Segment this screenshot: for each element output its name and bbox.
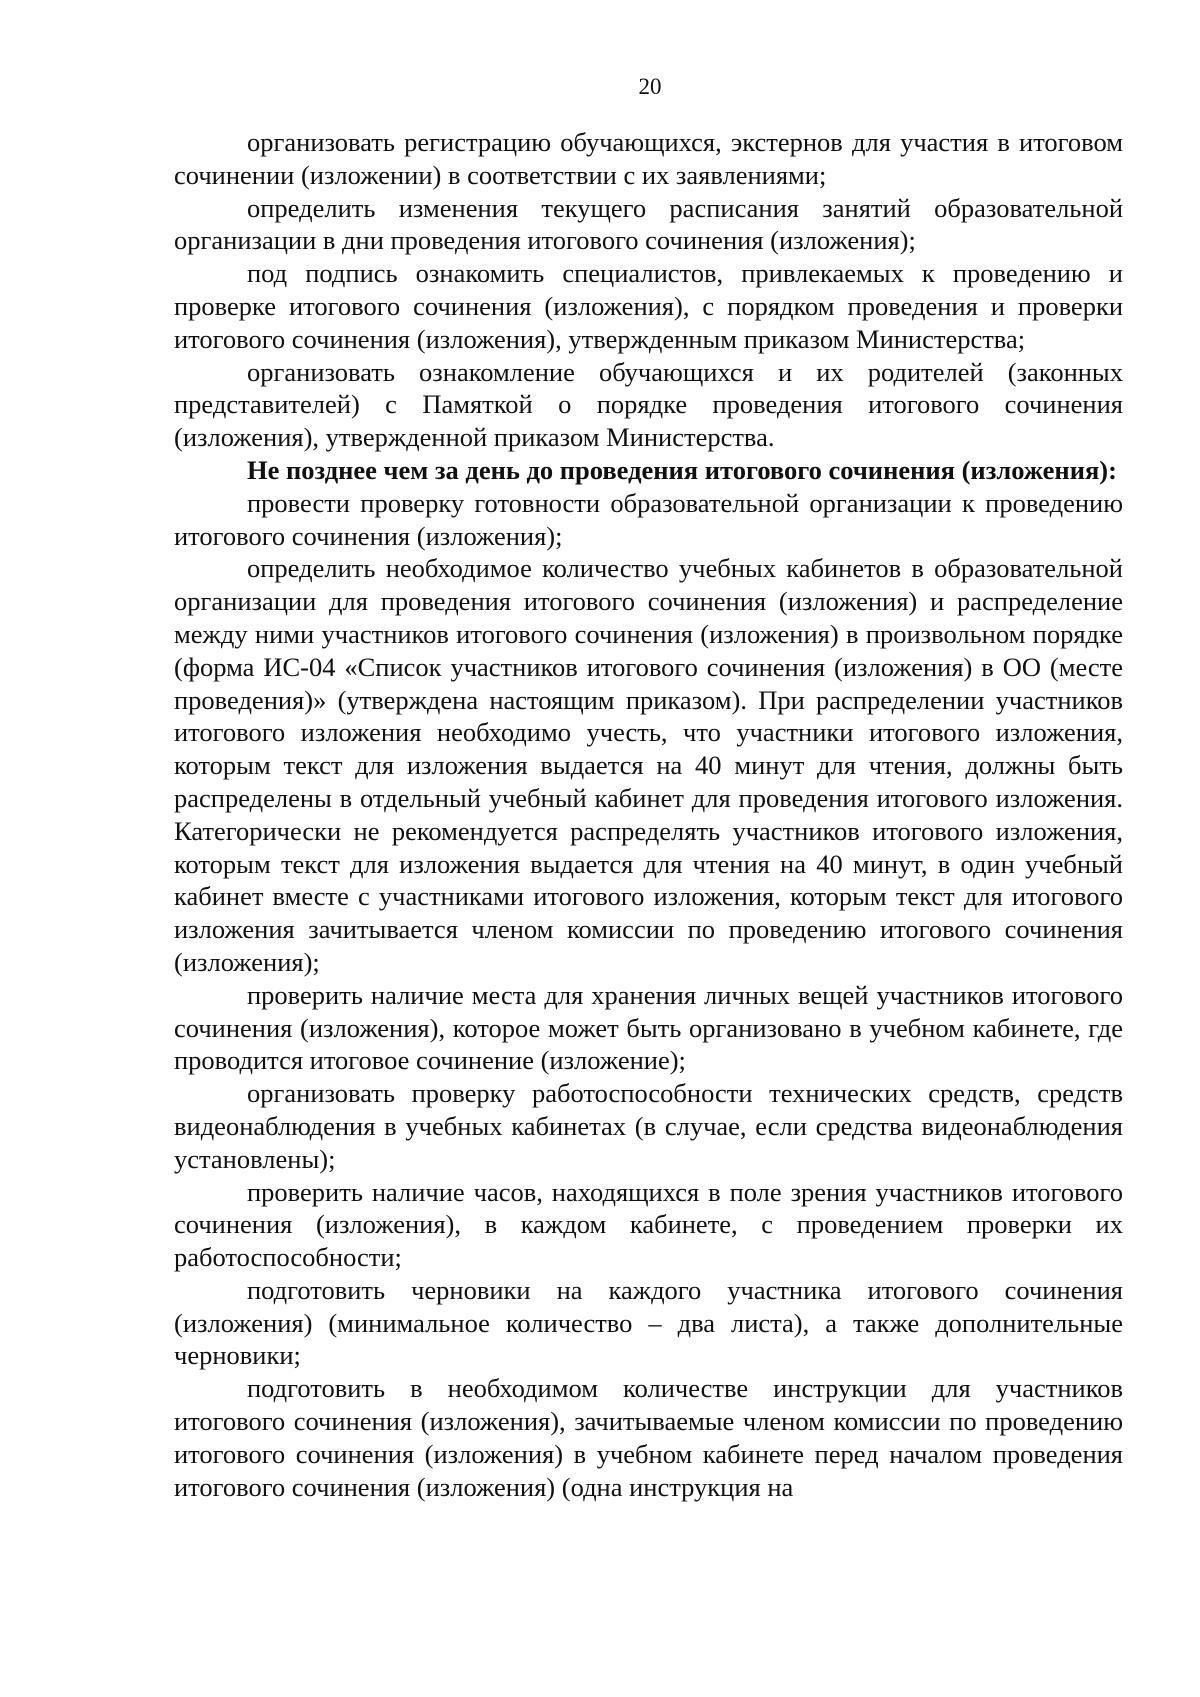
paragraph-specialists-briefing: под подпись ознакомить специалистов, привлекаемых к проведению и проверке итогового сочинения (изложения), с порядком проведения и проверки итогового сочинения (изложения), утвержденным приказом Министерства; (174, 258, 1123, 354)
paragraph-belongings-storage: проверить наличие места для хранения личных вещей участников итогового сочинения (изложения), которое может быть организовано в учебном кабинете, где проводится итоговое сочинение (изложение); (174, 979, 1123, 1076)
paragraph-clocks-check: проверить наличие часов, находящихся в поле зрения участников итогового сочинения (изложения), в каждом кабинете, с проведением проверки их работоспособности; (174, 1176, 1123, 1273)
document-body (174, 126, 1123, 1503)
paragraph-readiness-check: провести проверку готовности образовательной организации к проведению итогового сочинения (изложения); (174, 487, 1123, 551)
section-heading-day-before: Не позднее чем за день до проведения итогового сочинения (изложения): (247, 454, 1117, 485)
paragraph-parents-memo: организовать ознакомление обучающихся и их родителей (законных представителей) с Памяткой о порядке проведения итогового сочинения (изложения), утвержденной приказом Министерства. (174, 356, 1123, 453)
paragraph-instructions: подготовить в необходимом количестве инструкции для участников итогового сочинения (изложения), зачитываемые членом комиссии по проведению итогового сочинения (изложения) в учебном кабинете перед началом проведения итогового сочинения (изложения) (одна инструкция на (174, 1373, 1123, 1502)
paragraph-drafts: подготовить черновики на каждого участника итогового сочинения (изложения) (минимальное количество – два листа), а также дополнительные черновики; (174, 1274, 1123, 1371)
page-number: 20 (638, 74, 662, 99)
paragraph-room-allocation: определить необходимое количество учебных кабинетов в образовательной организации для проведения итогового сочинения (изложения) и распределение между ними участников итогового сочинения (изложения) в произвольном порядке (форма ИС-04 «Список участников итогового сочинения (изложения) в ОО (месте проведения)» (утверждена настоящим приказом). При распределении участников итогового изложения необходимо учесть, что участники итогового изложения, которым текст для изложения выдается на 40 минут для чтения, должны быть распределены в отдельный учебный кабинет для проведения итогового изложения. Категорически не рекомендуется распределять участников итогового изложения, которым текст для изложения выдается для чтения на 40 минут, в один учебный кабинет вместе с участниками итогового изложения, которым текст для итогового изложения зачитывается членом комиссии по проведению итогового сочинения (изложения); (174, 553, 1123, 977)
paragraph-technical-check: организовать проверку работоспособности технических средств, средств видеонаблюдения в учебных кабинетах (в случае, если средства видеонаблюдения установлены); (174, 1078, 1123, 1174)
paragraph-registration: организовать регистрацию обучающихся, экстернов для участия в итоговом сочинении (изложении) в соответствии с их заявлениями; (174, 127, 1123, 190)
paragraph-schedule-changes: определить изменения текущего расписания занятий образовательной организации в дни проведения итогового сочинения (изложения); (174, 192, 1123, 256)
